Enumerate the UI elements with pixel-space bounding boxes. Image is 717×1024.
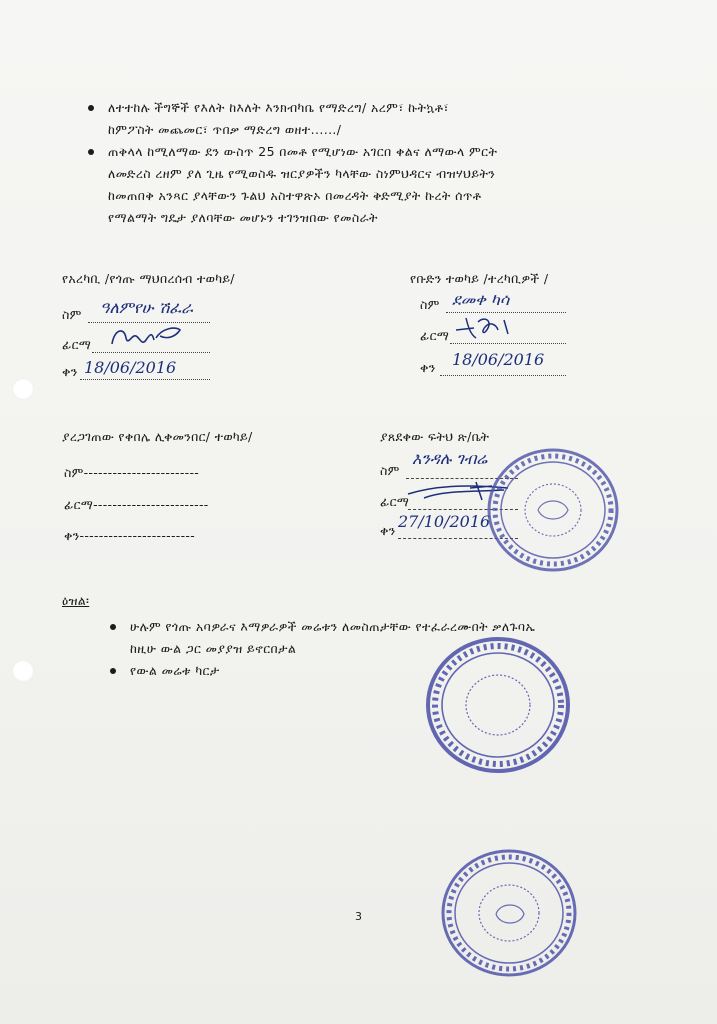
list-item-line: ለመድረስ ረዘም ያለ ጊዜ የሚወስዱ ዝርያዎችን ካላቸው ስነምህዳርና ብዝሃህይትን [108, 166, 496, 181]
date-label: ቀን------------------------ [64, 528, 195, 543]
list-item-line: ከምፖስት መጨመር፣ ጥበቃ ማድረግ ወዘተ....../ [108, 122, 342, 137]
bullet-icon [88, 149, 94, 155]
name-label: ስም [62, 307, 82, 322]
date-line [80, 379, 210, 380]
handwritten-signature [106, 318, 186, 352]
list-item-line: ለተተከሉ ችግኞች የእለት ከእለት እንክብካቤ የማድረግ/ አረም፣ ኩትኳቶ፣ [108, 100, 449, 115]
handwritten-date: 18/06/2016 [84, 358, 177, 377]
name-label: ስም [380, 463, 400, 478]
official-stamp [434, 842, 584, 984]
signature-label: ፊርማ [62, 337, 92, 352]
signature-label: ፊርማ [380, 494, 410, 509]
punch-hole [12, 378, 34, 400]
handwritten-name: እንዳሉ ገብሬ [412, 449, 488, 468]
bullet-icon [110, 668, 116, 674]
handwritten-date: 18/06/2016 [452, 350, 545, 369]
punch-hole [12, 660, 34, 682]
handwritten-name: ደመቀ ካሳ [452, 290, 510, 309]
list-item-line: ከመጠበቅ አንጻር ያላቸውን ጉልህ አስተዋጽኦ በመረዳት ቅድሚያት ኩረት ሰጥቶ [108, 188, 482, 203]
attachment-title: ዕዝል፡ [62, 593, 90, 608]
date-label: ቀን [62, 364, 78, 379]
list-item [86, 97, 646, 141]
sig-right-top-title: የቡድን ተወካይ /ተረካቢዎች / [410, 271, 549, 286]
signature-line [92, 352, 210, 353]
list-item-line: ከዚሁ ውል ጋር መያያዝ ይኖርበታል [130, 641, 297, 656]
list-item-line: ሁሉም የጎጡ አባዎራና እማዎራዎች መሬቱን ለመስጠታቸው የተፈራረሙበት ቃለጉባኤ [130, 619, 536, 634]
name-label: ስም [420, 297, 440, 312]
sig-right-bottom-title: ያጸደቀው ፍትህ ጽ/ቤት [380, 429, 490, 444]
bullet-icon [88, 105, 94, 111]
date-label: ቀን [380, 523, 396, 538]
date-line [440, 375, 566, 376]
list-item [86, 141, 646, 229]
list-item-line: የውል መሬቱ ካርታ [130, 663, 220, 678]
official-stamp [478, 440, 628, 580]
handwritten-signature [452, 310, 522, 344]
signature-label: ፊርማ------------------------ [64, 497, 209, 512]
bullet-icon [110, 624, 116, 630]
list-item-line: ጠቅላላ ከሚለማው ደን ውስጥ 25 በመቶ የሚሆነው አገርበ ቀልና ለማውላ ምርት [108, 144, 498, 159]
handwritten-name: ዓለምየሁ ሽፈራ [100, 298, 193, 317]
sig-left-bottom-title: ያረጋገጠው የቀበሌ ሊቀመንበር/ ተወካይ/ [62, 429, 253, 444]
signature-label: ፊርማ [420, 328, 450, 343]
top-bullet-list [86, 97, 646, 229]
handwritten-date: 27/10/2016 [398, 512, 491, 531]
page-number: 3 [355, 910, 362, 923]
name-label: ስም------------------------ [64, 465, 200, 480]
list-item-line: የማልማት ግዴታ ያለባቸው መሆኑን ተገንዝበው የመስራት [108, 210, 378, 225]
official-stamp [418, 630, 588, 790]
sig-left-top-title: የአረካቢ /የጎጡ ማህበረሰብ ተወካይ/ [62, 271, 235, 286]
date-label: ቀን [420, 360, 436, 375]
